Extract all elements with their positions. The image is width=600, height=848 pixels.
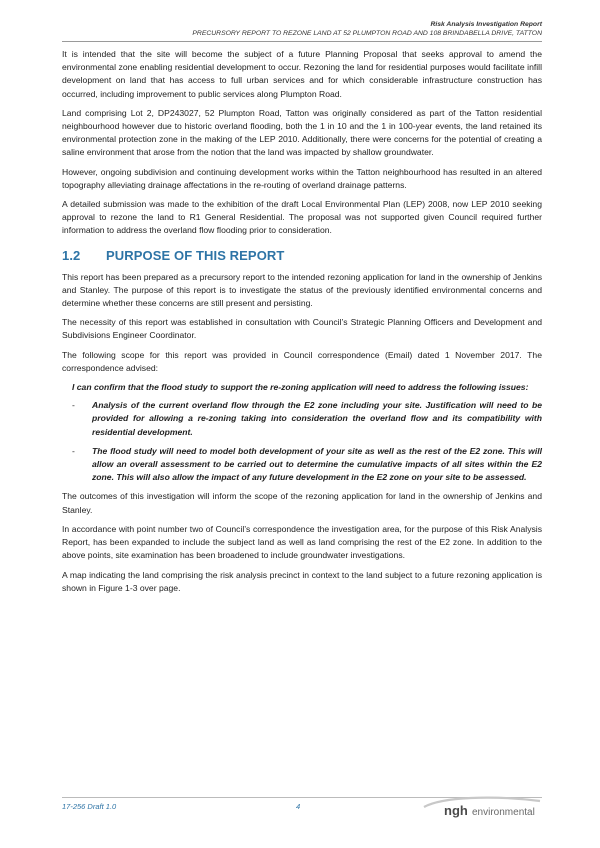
section-number: 1.2 (62, 247, 81, 263)
section-title: PURPOSE OF THIS REPORT (106, 247, 285, 263)
paragraph: The necessity of this report was established in consultation with Council’s Strategic Planning Officers and Development and Subdivisions Engineer Coordinator. (62, 317, 542, 341)
paragraph: A detailed submission was made to the exhibition of the draft Local Environmental Plan (LEP) 2008, now LEP 2010 seeking approval to rezone the land to R1 General Residential. The proposal was not supported given Council required further information to address the overland flow flooding prior to consideration. (62, 199, 542, 236)
page-header (192, 20, 542, 38)
paragraph: The outcomes of this investigation will inform the scope of the rezoning application for land in the ownership of Jenkins and Stanley. (62, 491, 542, 515)
quote-item: - Analysis of the current overland flow through the E2 zone including your site. Justification will need to be provided for allowing a re-zoning taking into consideration the overland flow and its compatibility with residential development. (72, 400, 542, 437)
paragraph: Land comprising Lot 2, DP243027, 52 Plumpton Road, Tatton was originally considered as part of the Tatton residential neighbourhood however due to historic overland flooding, both the 1 in 10 and the 1 in 100-year events, the land retained its environmental protection zone in the making of the LEP 2010. Additionally, there were concerns for the potential of creating a saline environment that arose from the notion that the land was impacted by shallow groundwater. (62, 107, 542, 158)
paragraph: This report has been prepared as a precursory report to the intended rezoning application for land in the ownership of Jenkins and Stanley. The purpose of this report is to investigate the status of the previously identified environmental concerns and determine whether these concerns are still present and persisting. (62, 271, 542, 309)
paragraph: It is intended that the site will become the subject of a future Planning Proposal that seeks approval to amend the environmental zone enabling residential development to occur. Rezoning the land for residential purposes would facilitate infill development on land that has access to full urban services and for which considerable infrastructure construction has occurred, including improvement to public services along Plumpton Road. (62, 49, 542, 99)
page-body (62, 48, 542, 601)
report-title: Risk Analysis Investigation Report (430, 21, 542, 28)
quote-item-text: The flood study will need to model both development of your site as well as the rest of the E2 zone. This will allow an overall assessment to be carried out to determine the cumulative impacts of all sites within the E2 zone. This will also allow the impact of any future development in the E2 zone on your site to be assessed. (92, 445, 542, 483)
logo-main-text: ngh (444, 803, 468, 818)
page-number: 4 (296, 802, 301, 811)
report-subtitle: PRECURSORY REPORT TO REZONE LAND AT 52 PLUMPTON ROAD AND 108 BRINDABELLA DRIVE, TATTON (192, 30, 542, 37)
paragraph: The following scope for this report was provided in Council correspondence (Email) dated 1 November 2017. The correspondence advised: (62, 349, 542, 373)
quote-item: - The flood study will need to model both development of your site as well as the rest of the E2 zone. This will allow an overall assessment to be carried out to determine the cumulative impacts of all sites within the E2 zone. This will also allow the impact of any future development in the E2 zone on your site to be assessed. (72, 445, 542, 483)
paragraph: However, ongoing subdivision and continuing development works within the Tatton neighbourhood has resulted in an altered topography alleviating drainage affectations in the re-routing of overland drainage patterns. (62, 166, 542, 190)
ngh-environmental-logo (422, 795, 542, 819)
section-heading (62, 248, 542, 264)
header-divider (62, 41, 542, 42)
quote-list (72, 399, 542, 484)
paragraph: A map indicating the land comprising the risk analysis precinct in context to the land subject to a future rezoning application is shown in Figure 1-3 over page. (62, 569, 542, 593)
quote-item-text: Analysis of the current overland flow through the E2 zone including your site. Justification will need to be provided for allowing a re-zoning taking into consideration the overland flow and its compatibility with residential development. (92, 400, 542, 437)
document-reference: 17-256 Draft 1.0 (62, 802, 117, 811)
logo-sub-text: environmental (472, 807, 535, 818)
paragraph: In accordance with point number two of Council’s correspondence the investigation area, for the purpose of this Risk Analysis Report, has been expanded to include the subject land as well as land comprising the rest of the E2 zone. In addition to the above points, site examination has been broadened to include groundwater investigations. (62, 523, 542, 561)
quote-lead: I can confirm that the flood study to support the re-zoning application will need to address the following issues: (72, 382, 529, 393)
